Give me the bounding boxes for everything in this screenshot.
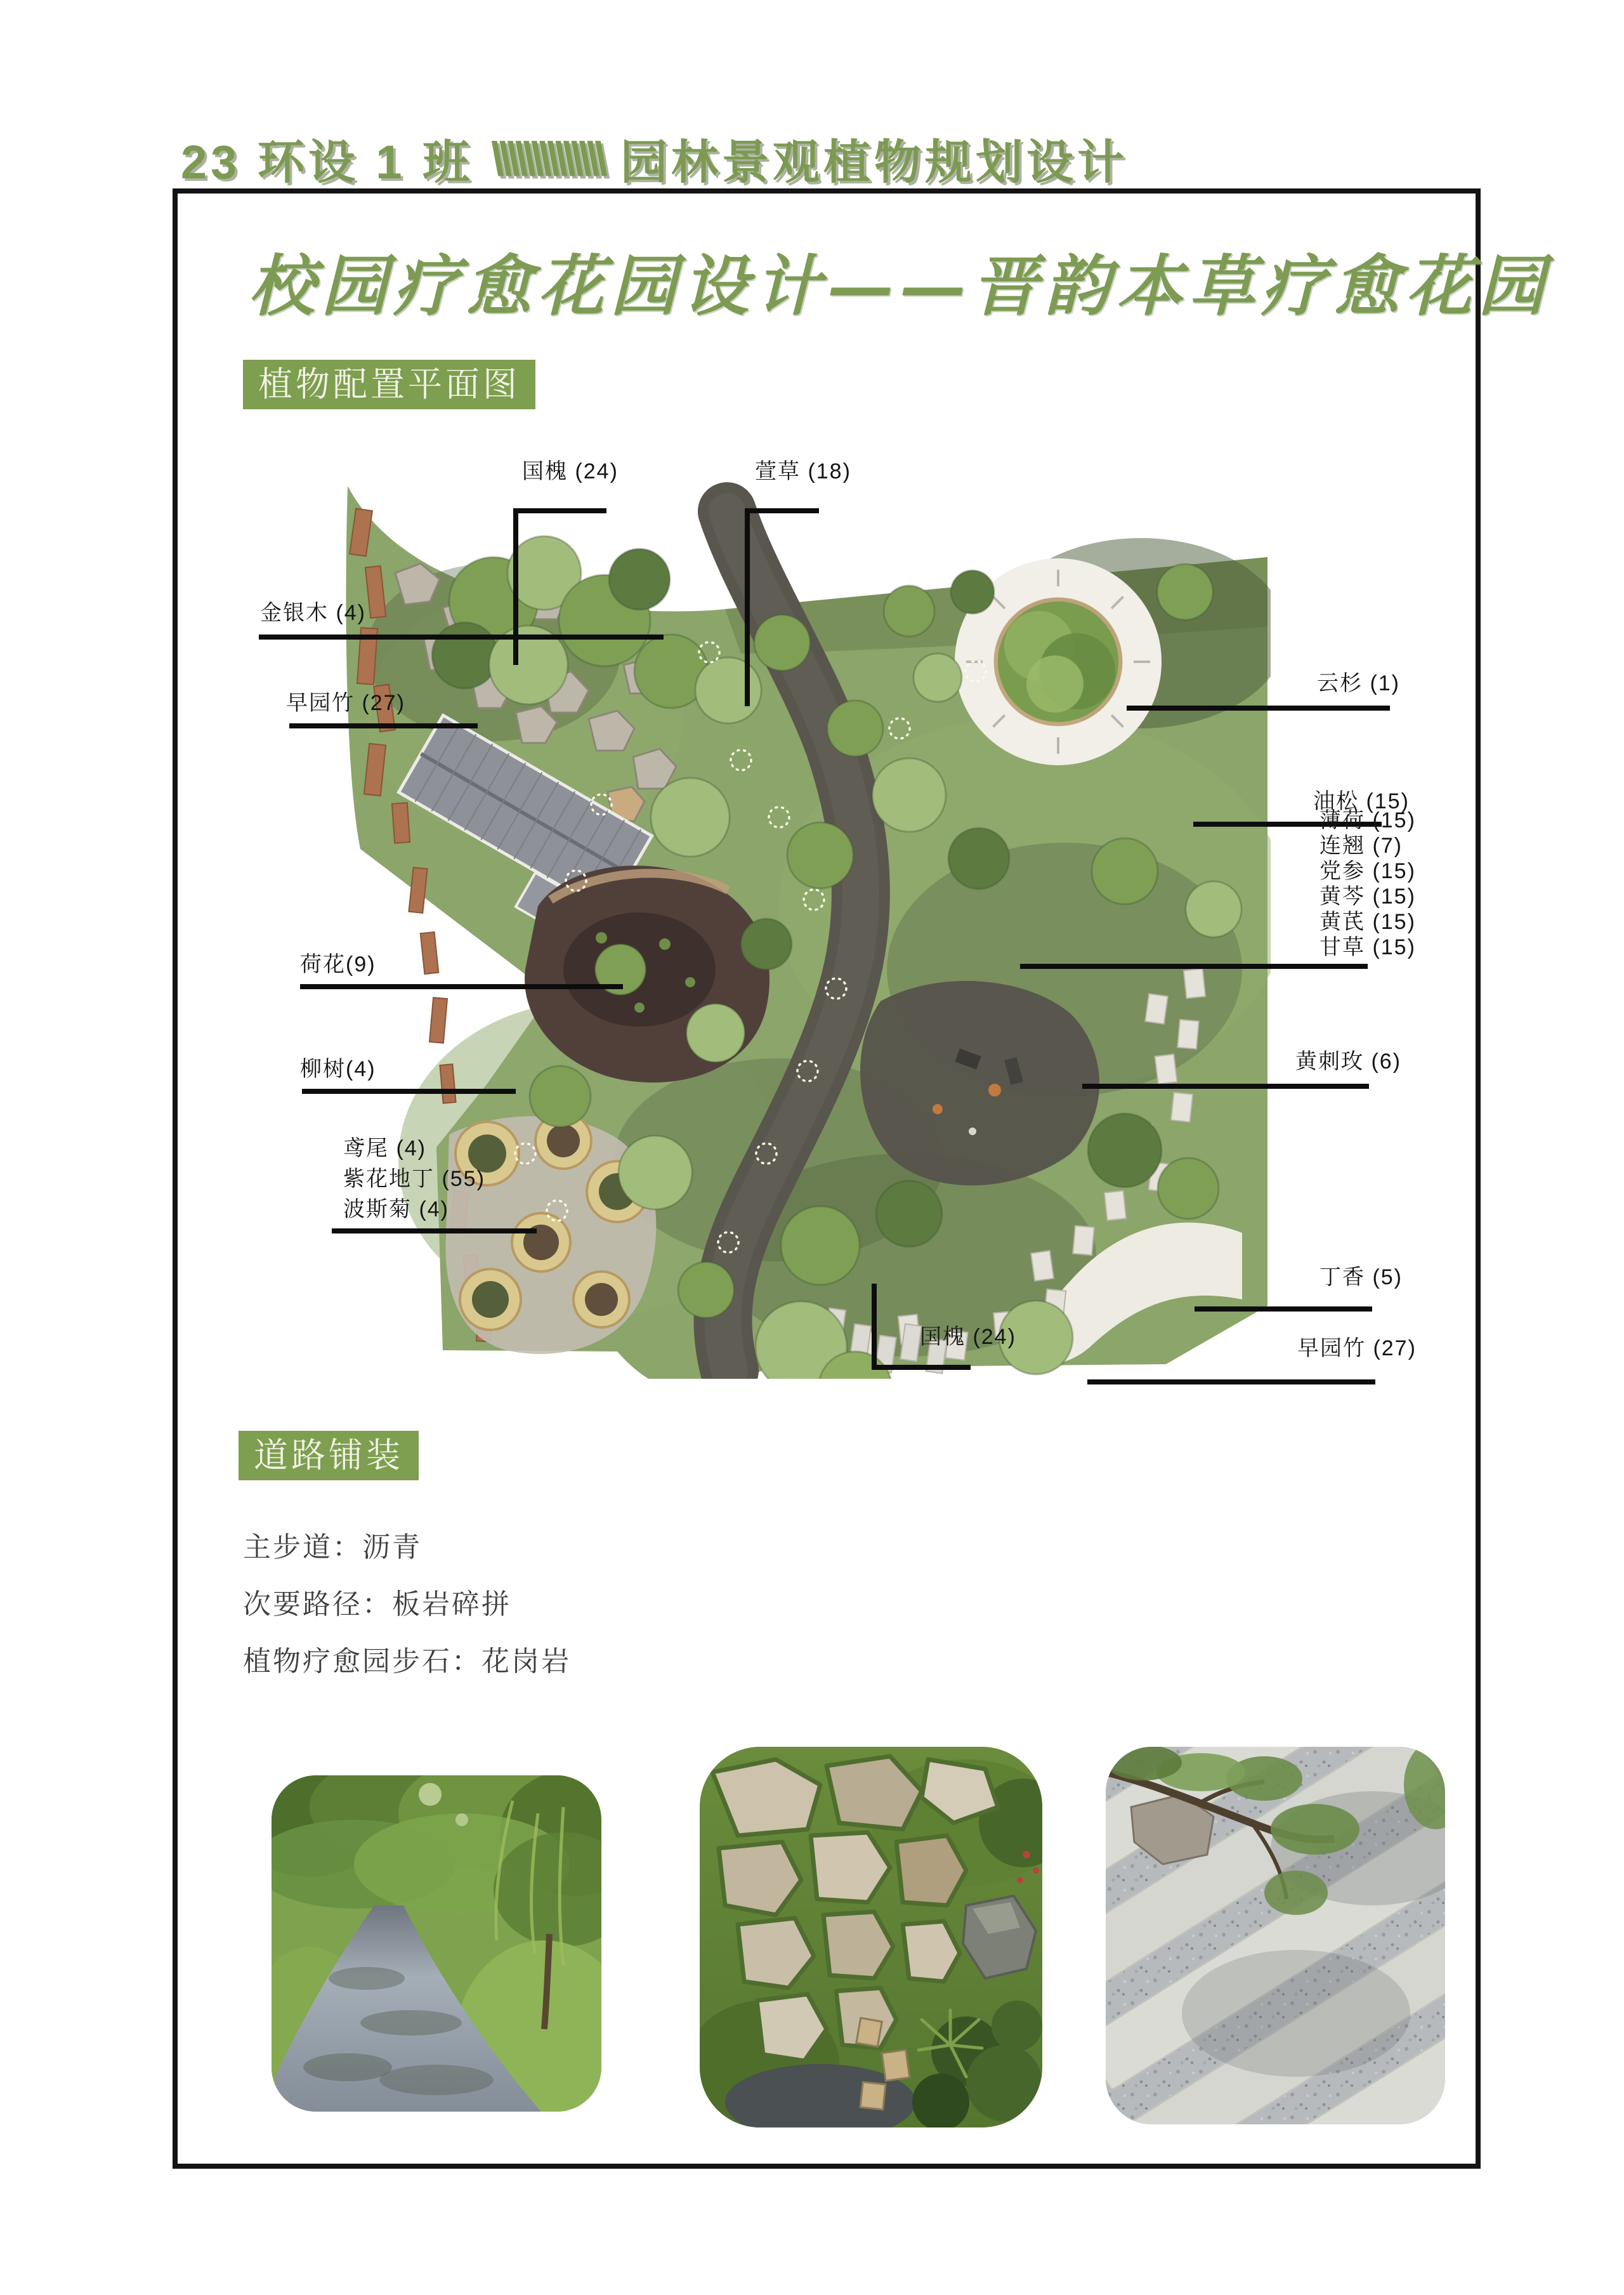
- plan-label-hehua: 荷花(9): [300, 952, 376, 977]
- plan-label-guohuai-bottom: 国槐 (24): [920, 1325, 1016, 1349]
- plan-drawing: [335, 462, 1271, 1379]
- plant-plan-image: [335, 462, 1271, 1379]
- content-frame: [173, 188, 1551, 2169]
- paving-item-secondary-path: 次要路径：板岩碎拼: [243, 1589, 511, 1620]
- flower-garden: [445, 1113, 656, 1354]
- plan-label-zihuadiding: 紫花地丁 (55): [343, 1167, 485, 1191]
- plan-label-lianqiao: 连翘 (7): [1320, 834, 1403, 858]
- paving-item-stepping-stone: 植物疗愈园步石：花岗岩: [243, 1646, 571, 1677]
- plan-label-yousong: 油松 (15): [1313, 789, 1410, 813]
- asphalt-main-path-photo: [272, 1775, 601, 2112]
- slate-crazy-paving-photo: [700, 1747, 1042, 2127]
- plan-label-dangshen: 党参 (15): [1320, 859, 1416, 883]
- plan-label-bohe: 薄荷 (15): [1320, 808, 1416, 832]
- page-title: 校园疗愈花园设计——晋韵本草疗愈花园: [249, 247, 1551, 325]
- page-header: [181, 130, 1128, 187]
- plan-label-yuanwei: 鸢尾 (4): [343, 1136, 426, 1161]
- activity-plaza: [860, 981, 1099, 1185]
- section-heading-plant-plan: 植物配置平面图: [243, 360, 535, 409]
- plan-label-dingxiang: 丁香 (5): [1320, 1265, 1403, 1289]
- plan-label-gancao: 甘草 (15): [1320, 935, 1416, 959]
- plan-label-huangciwei: 黄刺玫 (6): [1295, 1049, 1401, 1074]
- course-title: 园林景观植物规划设计: [620, 136, 1128, 188]
- plan-label-huangqin: 黄芩 (15): [1320, 884, 1416, 909]
- plan-label-zaoyuanzhu-right: 早园竹 (27): [1297, 1336, 1417, 1360]
- paving-item-main-path: 主步道：沥青: [243, 1532, 422, 1563]
- plan-label-xuancao: 萱草 (18): [755, 459, 851, 483]
- plan-label-huangqi: 黄芪 (15): [1320, 910, 1416, 934]
- class-label: 23 环设 1 班: [181, 136, 474, 188]
- section-heading-paving: 道路铺装: [239, 1431, 419, 1480]
- plan-label-jinyinmu: 金银木 (4): [260, 601, 366, 625]
- plan-label-zaoyuanzhu-left: 早园竹 (27): [286, 691, 405, 715]
- plan-label-bosiju: 波斯菊 (4): [343, 1197, 449, 1221]
- plan-label-yunshan: 云杉 (1): [1317, 671, 1400, 695]
- granite-stepping-stone-photo: [1106, 1747, 1445, 2124]
- plan-label-liushu: 柳树(4): [300, 1057, 376, 1081]
- hatch-marks: \\\\\\\\\\\\\\: [491, 132, 603, 185]
- plan-label-guohuai-top: 国槐 (24): [522, 459, 619, 483]
